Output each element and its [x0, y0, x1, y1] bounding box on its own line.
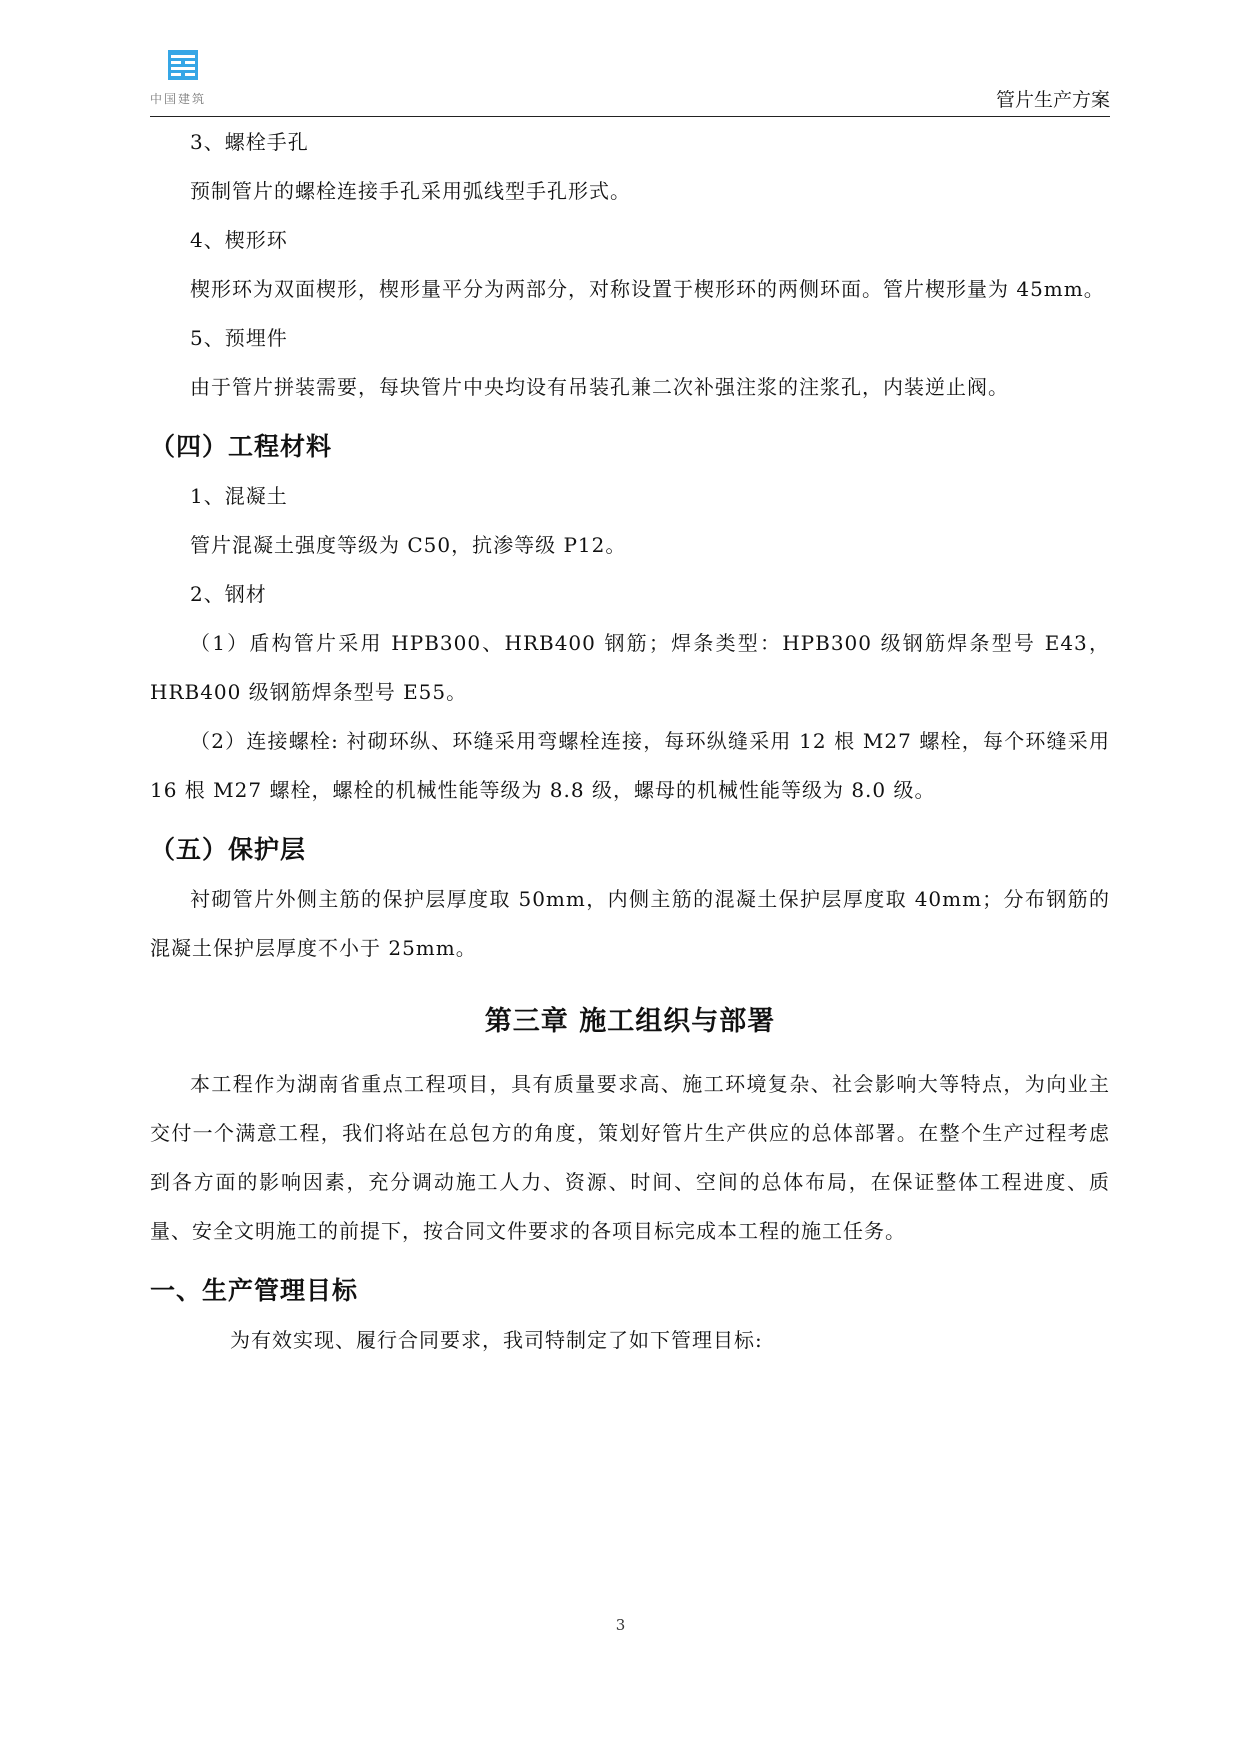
logo-text: 中国建筑 [150, 92, 207, 106]
item-wedge-ring: 4、楔形环 [190, 228, 288, 252]
section-heading-materials: （四）工程材料 [150, 432, 333, 461]
item-steel: 2、钢材 [190, 582, 267, 606]
page-header [150, 44, 1110, 117]
paragraph: 管片混凝土强度等级为 C50，抗渗等级 P12。 [190, 533, 627, 557]
document-body [150, 118, 1110, 1365]
item-embedded-parts: 5、预埋件 [190, 326, 288, 350]
paragraph: 为有效实现、履行合同要求，我司特制定了如下管理目标: [230, 1328, 763, 1352]
page-number: 3 [615, 1616, 626, 1634]
section-heading-cover: （五）保护层 [150, 835, 307, 864]
paragraph: 衬砌管片外侧主筋的保护层厚度取 50mm，内侧主筋的混凝土保护层厚度取 40mm；分布钢筋的混凝土保护层厚度不小于 25mm。 [150, 887, 1110, 960]
item-bolt-hand-hole: 3、螺栓手孔 [190, 130, 309, 154]
document-title: 管片生产方案 [995, 89, 1110, 111]
section-heading-goals: 一、生产管理目标 [150, 1276, 359, 1305]
paragraph: 预制管片的螺栓连接手孔采用弧线型手孔形式。 [190, 179, 631, 203]
paragraph: 本工程作为湖南省重点工程项目，具有质量要求高、施工环境复杂、社会影响大等特点，为向业主交付一个满意工程，我们将站在总包方的角度，策划好管片生产供应的总体部署。在整个生产过程考虑到各方面的影响因素，充分调动施工人力、资源、时间、空间的总体布局，在保证整体工程进度、质量、安全文明施工的前提下，按合同文件要求的各项目标完成本工程的施工任务。 [150, 1072, 1110, 1243]
cscec-logo-icon [168, 50, 198, 80]
paragraph: 由于管片拼装需要，每块管片中央均设有吊装孔兼二次补强注浆的注浆孔，内装逆止阀。 [190, 375, 1009, 399]
paragraph: （2）连接螺栓: 衬砌环纵、环缝采用弯螺栓连接，每环纵缝采用 12 根 M27 螺栓，每个环缝采用 16 根 M27 螺栓，螺栓的机械性能等级为 8.8 级，螺母的机械性能等级为 8.0 级。 [150, 729, 1110, 802]
paragraph: 楔形环为双面楔形，楔形量平分为两部分，对称设置于楔形环的两侧环面。管片楔形量为 45mm。 [190, 277, 1105, 301]
item-concrete: 1、混凝土 [190, 484, 288, 508]
paragraph: （1）盾构管片采用 HPB300、HRB400 钢筋；焊条类型：HPB300 级钢筋焊条型号 E43，HRB400 级钢筋焊条型号 E55。 [150, 631, 1110, 704]
chapter-heading: 第三章 施工组织与部署 [484, 1006, 776, 1037]
